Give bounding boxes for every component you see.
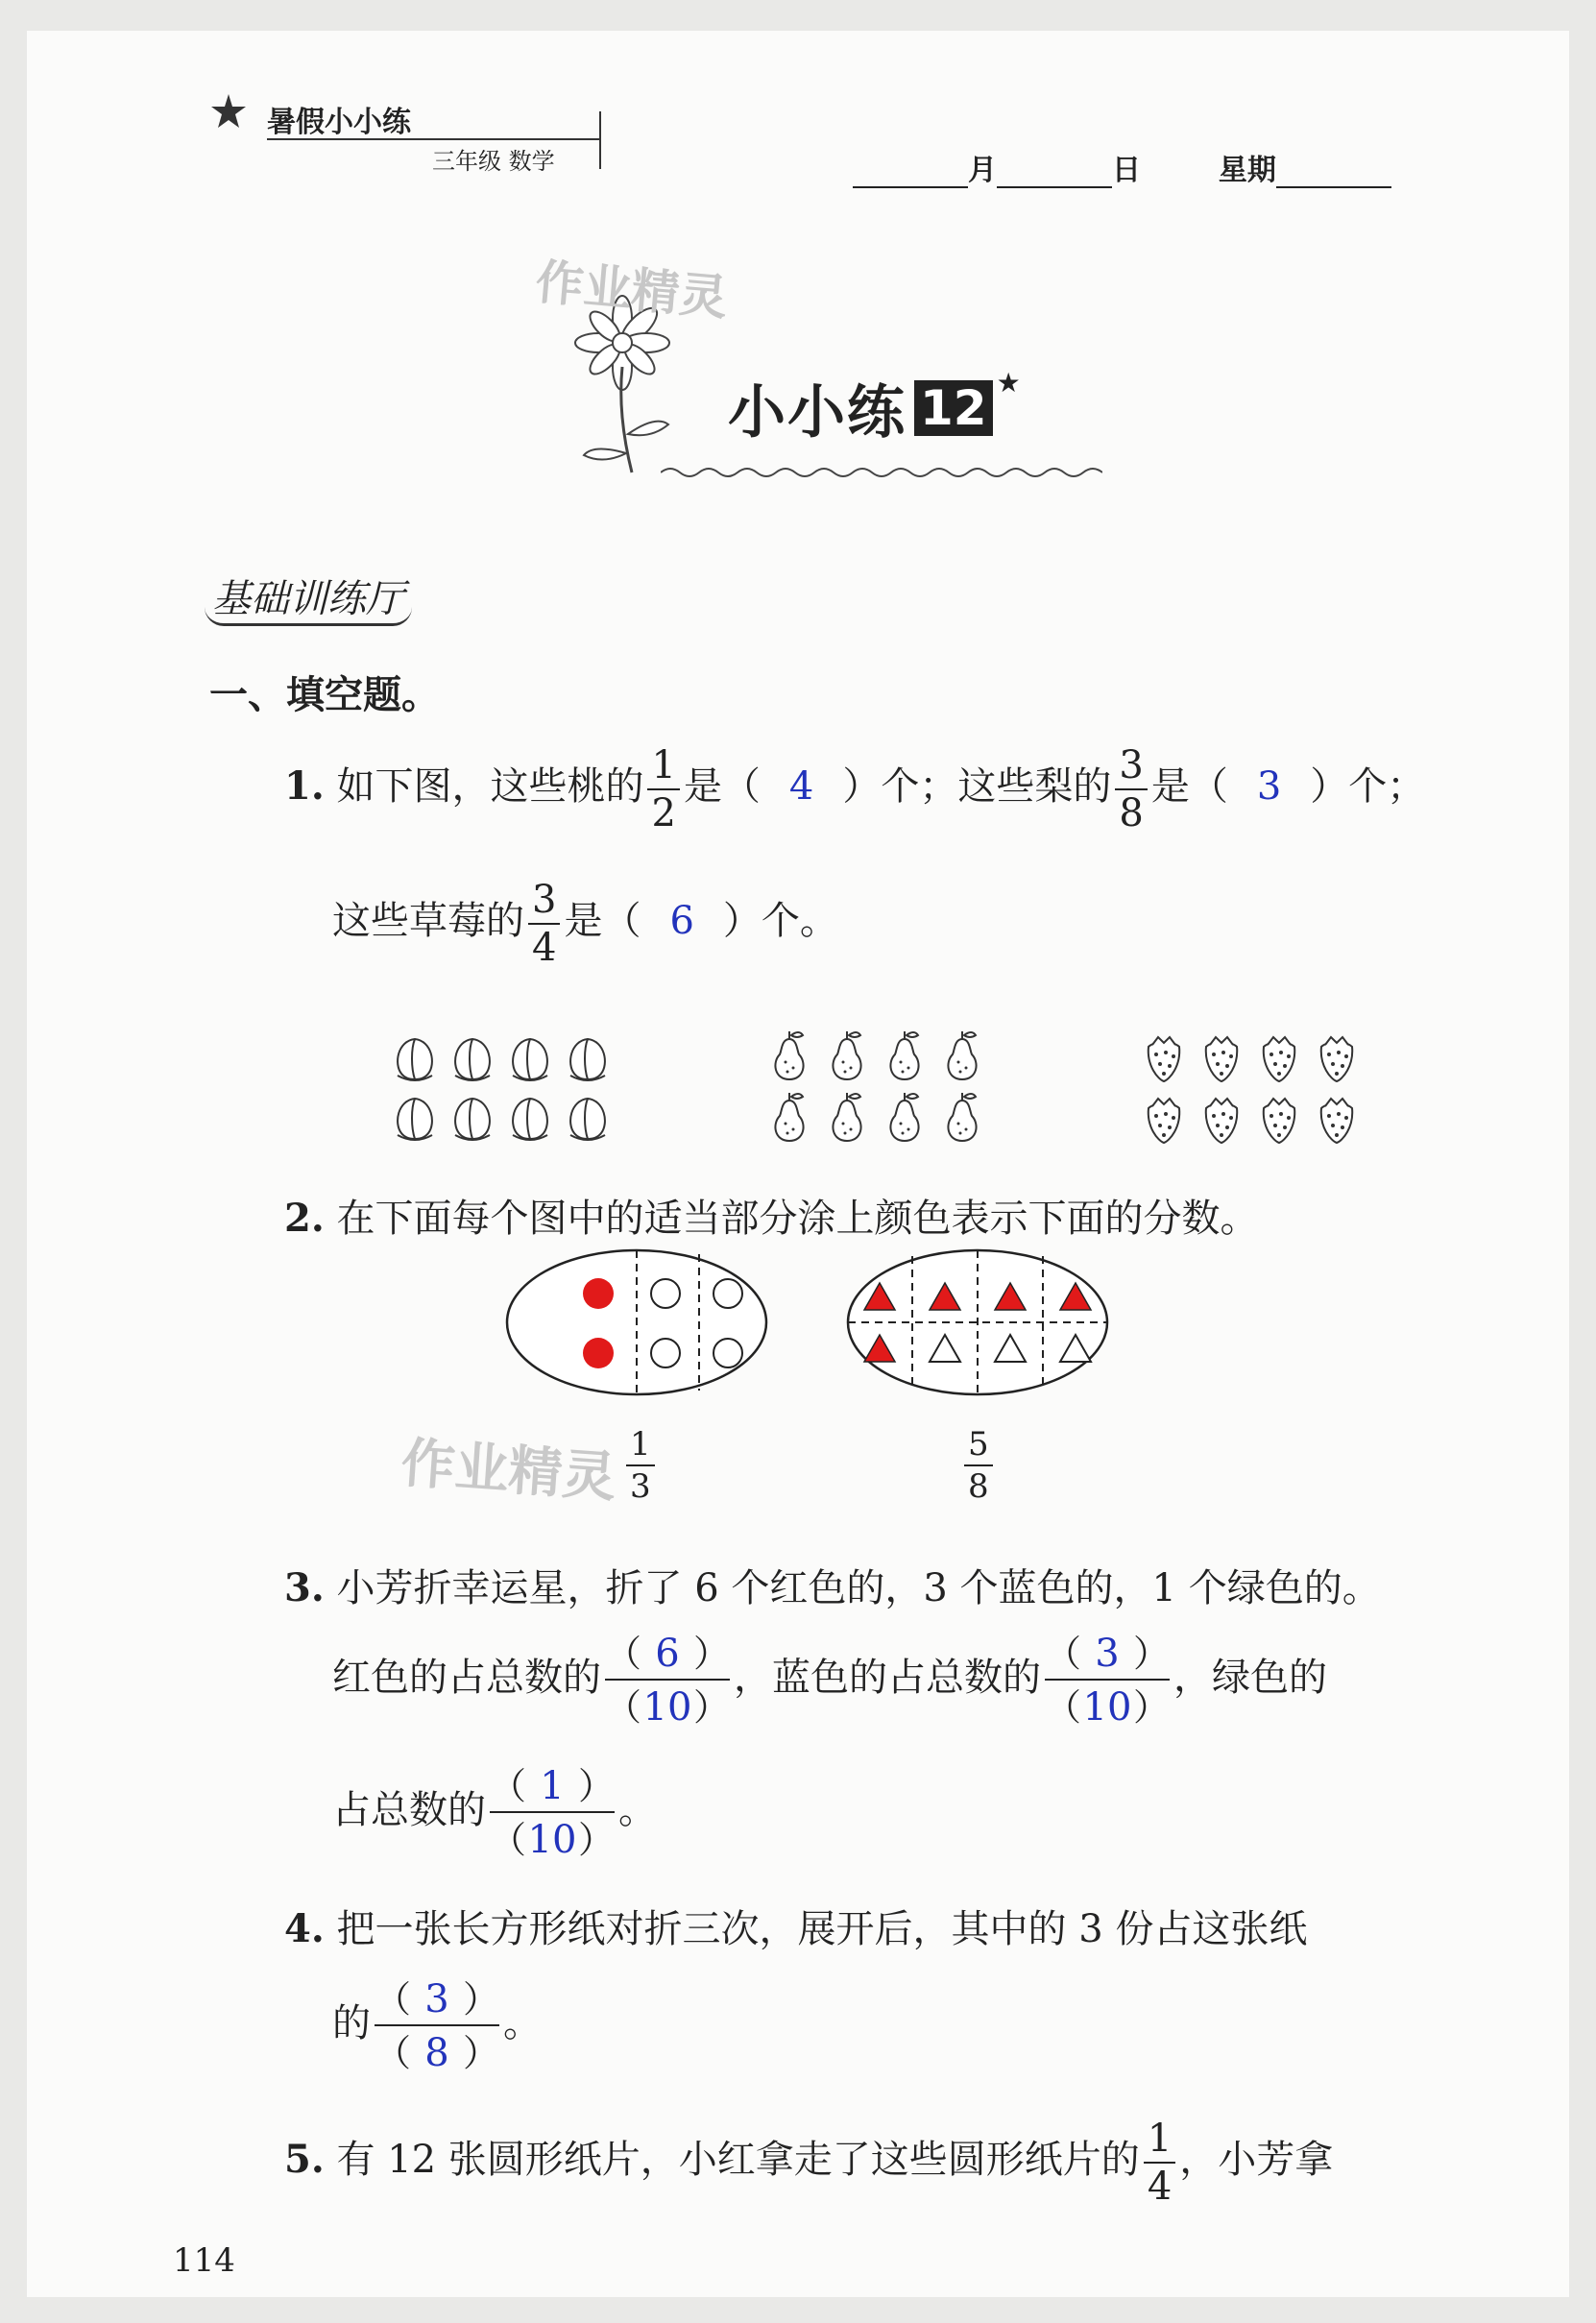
denominator: 8 (1115, 788, 1147, 833)
wavy-underline (661, 463, 1102, 482)
fraction (964, 1425, 993, 1506)
pear-icon (833, 1093, 860, 1141)
paren: （ (375, 1978, 412, 2021)
peach-icon (570, 1099, 605, 1140)
q4-text: 。 (503, 2001, 542, 2045)
answer-1[interactable]: 4 (788, 764, 814, 809)
fraction (528, 878, 560, 970)
denominator: 10 (642, 1685, 692, 1730)
q4-text: 的 (332, 2001, 371, 2045)
q1-text: 是（ (683, 764, 761, 809)
numerator: 1 (1147, 2117, 1173, 2161)
strawberry-icon (1149, 1037, 1179, 1081)
strawberry-icon (1321, 1099, 1352, 1143)
numerator: 1 (540, 1764, 565, 1808)
month-label: 月 (968, 154, 997, 187)
numerator: 3 (424, 1977, 449, 2021)
strawberry-icon (1206, 1099, 1237, 1143)
question-number: 1. (284, 763, 325, 809)
strawberry-icon (1321, 1037, 1352, 1081)
header-rule (267, 138, 601, 140)
numerator: 3 (1119, 743, 1144, 787)
denominator: 8 (424, 2031, 449, 2075)
question-5-line-1 (284, 2117, 1334, 2209)
q1-text: 这些草莓的 (332, 899, 524, 943)
paren: ） (692, 1686, 730, 1729)
paren: ） (1132, 1686, 1170, 1729)
denominator: 10 (1082, 1685, 1132, 1730)
section-badge (205, 569, 412, 626)
answer-3[interactable]: 6 (669, 899, 694, 943)
question-3-line-3 (332, 1764, 657, 1862)
paren: ） (1132, 1633, 1170, 1675)
answer-fraction-red[interactable] (605, 1632, 730, 1730)
title-watermark: 作业精灵 (533, 254, 730, 327)
fraction (626, 1425, 655, 1506)
question-4-line-2 (332, 1977, 542, 2075)
empty-circle (713, 1279, 742, 1308)
pear-icon (948, 1093, 976, 1141)
question-3-line-2 (332, 1632, 1327, 1730)
q3-text: 红色的占总数的 (332, 1656, 601, 1700)
answer-fraction-blue[interactable] (1045, 1632, 1170, 1730)
title-badge (728, 367, 1021, 449)
peach-icon (513, 1039, 547, 1080)
denominator: 10 (527, 1818, 577, 1862)
pear-icon (775, 1031, 803, 1079)
question-number: 5. (284, 2137, 325, 2182)
q3-text: ，绿色的 (1173, 1656, 1327, 1700)
paren: ） (692, 1633, 730, 1675)
fraction (1144, 2117, 1175, 2209)
section-title: 一、填空题。 (209, 673, 440, 717)
q5-text: ，小芳拿 (1179, 2138, 1334, 2182)
ellipse-figures (497, 1241, 1189, 1433)
weekday-blank[interactable] (1276, 157, 1391, 188)
month-blank[interactable] (853, 157, 968, 188)
sparkle-icon: ★ (996, 367, 1021, 399)
paren: ） (577, 1819, 615, 1861)
answer-fraction-green[interactable] (490, 1764, 615, 1862)
peach-icon (398, 1099, 432, 1140)
paren: （ (490, 1765, 527, 1807)
peach-icon (455, 1039, 490, 1080)
q1-text: ）个。 (722, 899, 838, 943)
paren: （ (605, 1686, 642, 1729)
denominator: 2 (647, 788, 679, 833)
q1-text: ）个； (1310, 764, 1426, 809)
empty-circle (713, 1339, 742, 1367)
title-number: 12 (914, 380, 993, 436)
denominator: 8 (964, 1464, 993, 1503)
q1-text: 如下图，这些桃的 (336, 764, 644, 809)
filled-circle (583, 1278, 614, 1309)
fraction (1115, 743, 1147, 835)
denominator: 4 (1144, 2162, 1175, 2206)
q1-text: ）个；这些梨的 (842, 764, 1112, 809)
series-header (209, 73, 613, 175)
question-4-line-1 (284, 1899, 1307, 1953)
paren: （ (490, 1819, 527, 1861)
date-fields (853, 146, 1391, 194)
denominator: 3 (626, 1464, 655, 1503)
q5-text: 有 12 张圆形纸片，小红拿走了这些圆形纸片的 (336, 2138, 1140, 2182)
peach-icon (570, 1039, 605, 1080)
q1-text: 是（ (1150, 764, 1228, 809)
paren: （ (605, 1633, 642, 1675)
answer-fraction[interactable] (375, 1977, 499, 2075)
page-number: 114 (173, 2241, 235, 2280)
paren: （ (1045, 1633, 1082, 1675)
day-label: 日 (1112, 154, 1141, 187)
question-1-line-1 (284, 743, 1426, 835)
series-name: 暑假小小练 (267, 106, 411, 139)
pear-icon (890, 1031, 918, 1079)
watermark: 作业精灵 (399, 1432, 618, 1510)
numerator: 3 (532, 878, 557, 922)
numerator: 3 (1095, 1632, 1120, 1676)
header-rule-right (599, 111, 601, 169)
section-badge-text: 基础训练厅 (205, 569, 412, 626)
figure-triangles (848, 1250, 1107, 1394)
weekday-label: 星期 (1218, 154, 1276, 187)
strawberry-icon (1264, 1099, 1294, 1143)
answer-2[interactable]: 3 (1256, 764, 1282, 809)
filled-circle (583, 1338, 614, 1368)
question-3-text: 小芳折幸运星，折了 6 个红色的，3 个蓝色的，1 个绿色的。 (336, 1566, 1381, 1610)
day-blank[interactable] (997, 157, 1112, 188)
numerator: 1 (630, 1425, 651, 1464)
peach-icon (398, 1039, 432, 1080)
empty-circle (651, 1279, 680, 1308)
strawberry-icon (1149, 1099, 1179, 1143)
question-3-line-1 (284, 1558, 1381, 1612)
pear-group (775, 1031, 976, 1141)
q3-text: 占总数的 (332, 1788, 486, 1832)
title-text: 小小练 (728, 379, 907, 447)
pear-icon (833, 1031, 860, 1079)
numerator: 5 (968, 1425, 989, 1464)
strawberry-icon (1206, 1037, 1237, 1081)
peach-icon (455, 1099, 490, 1140)
pear-icon (890, 1093, 918, 1141)
figure-1-fraction (622, 1425, 659, 1506)
question-number: 3. (284, 1565, 325, 1610)
strawberry-icon (1264, 1037, 1294, 1081)
paren: （ (375, 2032, 412, 2074)
q1-text: 是（ (564, 899, 641, 943)
question-number: 2. (284, 1196, 325, 1241)
paren: （ (1045, 1686, 1082, 1729)
pear-icon (948, 1031, 976, 1079)
grade-subject: 三年级 数学 (432, 148, 555, 175)
numerator: 1 (651, 743, 676, 787)
pear-icon (775, 1093, 803, 1141)
strawberry-group (1149, 1037, 1352, 1143)
fruit-figures (363, 1020, 1362, 1164)
denominator: 4 (528, 923, 560, 967)
figure-circles (507, 1250, 766, 1394)
figure-2-fraction (960, 1425, 997, 1506)
question-4-text: 把一张长方形纸对折三次，展开后，其中的 3 份占这张纸 (336, 1907, 1308, 1951)
peach-group (398, 1039, 605, 1140)
numerator: 6 (655, 1632, 680, 1676)
q3-text: 。 (618, 1788, 657, 1832)
question-2-text: 在下面每个图中的适当部分涂上颜色表示下面的分数。 (336, 1197, 1259, 1241)
fraction (647, 743, 679, 835)
paren: ） (462, 2032, 499, 2074)
title-block (533, 252, 1102, 492)
question-2 (284, 1188, 1258, 1243)
paren: ） (577, 1765, 615, 1807)
empty-circle (651, 1339, 680, 1367)
q3-text: ，蓝色的占总数的 (734, 1656, 1041, 1700)
question-1-line-2 (332, 878, 838, 970)
star-icon (209, 92, 248, 131)
question-number: 4. (284, 1906, 325, 1951)
peach-icon (513, 1099, 547, 1140)
workbook-page (27, 31, 1569, 2297)
paren: ） (462, 1978, 499, 2021)
